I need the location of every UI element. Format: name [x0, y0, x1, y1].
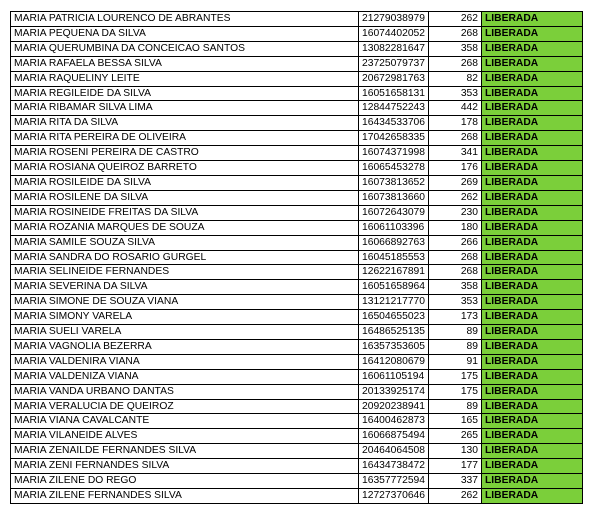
id-number-cell: 20920238941	[359, 399, 429, 414]
status-cell: LIBERADA	[482, 131, 583, 146]
value-cell: 358	[429, 41, 482, 56]
name-cell: MARIA VAGNOLIA BEZERRA	[11, 339, 359, 354]
table-row	[11, 235, 583, 250]
status-cell: LIBERADA	[482, 354, 583, 369]
value-cell: 262	[429, 489, 482, 504]
id-number-cell: 23725079737	[359, 56, 429, 71]
value-cell: 358	[429, 280, 482, 295]
table-row	[11, 265, 583, 280]
name-cell: MARIA SANDRA DO ROSARIO GURGEL	[11, 250, 359, 265]
name-cell: MARIA ROSILEIDE DA SILVA	[11, 175, 359, 190]
id-number-cell: 16051658964	[359, 280, 429, 295]
name-cell: MARIA VALDENIZA VIANA	[11, 369, 359, 384]
status-cell: LIBERADA	[482, 161, 583, 176]
table-row	[11, 250, 583, 265]
table-row	[11, 459, 583, 474]
status-cell: LIBERADA	[482, 265, 583, 280]
value-cell: 265	[429, 429, 482, 444]
value-cell: 230	[429, 205, 482, 220]
table-row	[11, 489, 583, 504]
name-cell: MARIA PEQUENA DA SILVA	[11, 26, 359, 41]
id-number-cell: 16357772594	[359, 474, 429, 489]
status-cell: LIBERADA	[482, 146, 583, 161]
value-cell: 165	[429, 414, 482, 429]
spreadsheet	[10, 11, 583, 504]
value-cell: 89	[429, 325, 482, 340]
table-row	[11, 146, 583, 161]
name-cell: MARIA SIMONE DE SOUZA VIANA	[11, 295, 359, 310]
name-cell: MARIA VERALUCIA DE QUEIROZ	[11, 399, 359, 414]
table-row	[11, 384, 583, 399]
id-number-cell: 20464064508	[359, 444, 429, 459]
value-cell: 82	[429, 71, 482, 86]
table-row	[11, 101, 583, 116]
id-number-cell: 20133925174	[359, 384, 429, 399]
table-row	[11, 26, 583, 41]
table-row	[11, 220, 583, 235]
table-row	[11, 310, 583, 325]
status-cell: LIBERADA	[482, 190, 583, 205]
id-number-cell: 16074402052	[359, 26, 429, 41]
name-cell: MARIA ROSILENE DA SILVA	[11, 190, 359, 205]
value-cell: 353	[429, 86, 482, 101]
name-cell: MARIA ROSIANA QUEIROZ BARRETO	[11, 161, 359, 176]
value-cell: 268	[429, 26, 482, 41]
id-number-cell: 16074371998	[359, 146, 429, 161]
id-number-cell: 16045185553	[359, 250, 429, 265]
status-cell: LIBERADA	[482, 280, 583, 295]
value-cell: 341	[429, 146, 482, 161]
status-cell: LIBERADA	[482, 71, 583, 86]
status-cell: LIBERADA	[482, 414, 583, 429]
name-cell: MARIA RITA PEREIRA DE OLIVEIRA	[11, 131, 359, 146]
value-cell: 176	[429, 161, 482, 176]
table-row	[11, 444, 583, 459]
name-cell: MARIA ZENAILDE FERNANDES SILVA	[11, 444, 359, 459]
table-row	[11, 190, 583, 205]
value-cell: 268	[429, 250, 482, 265]
value-cell: 178	[429, 116, 482, 131]
beneficiary-table	[10, 11, 583, 504]
id-number-cell: 16400462873	[359, 414, 429, 429]
id-number-cell: 16073813652	[359, 175, 429, 190]
id-number-cell: 16066892763	[359, 235, 429, 250]
name-cell: MARIA SEVERINA DA SILVA	[11, 280, 359, 295]
id-number-cell: 12844752243	[359, 101, 429, 116]
table-row	[11, 354, 583, 369]
table-row	[11, 116, 583, 131]
name-cell: MARIA VANDA URBANO DANTAS	[11, 384, 359, 399]
value-cell: 353	[429, 295, 482, 310]
name-cell: MARIA ROZANIA MARQUES DE SOUZA	[11, 220, 359, 235]
table-row	[11, 339, 583, 354]
table-row	[11, 205, 583, 220]
id-number-cell: 12622167891	[359, 265, 429, 280]
id-number-cell: 16486525135	[359, 325, 429, 340]
status-cell: LIBERADA	[482, 235, 583, 250]
status-cell: LIBERADA	[482, 489, 583, 504]
value-cell: 268	[429, 131, 482, 146]
id-number-cell: 16412080679	[359, 354, 429, 369]
table-row	[11, 71, 583, 86]
value-cell: 177	[429, 459, 482, 474]
id-number-cell: 16066875494	[359, 429, 429, 444]
name-cell: MARIA SELINEIDE FERNANDES	[11, 265, 359, 280]
name-cell: MARIA ZILENE DO REGO	[11, 474, 359, 489]
name-cell: MARIA ROSINEIDE FREITAS DA SILVA	[11, 205, 359, 220]
name-cell: MARIA SIMONY VARELA	[11, 310, 359, 325]
status-cell: LIBERADA	[482, 86, 583, 101]
value-cell: 268	[429, 56, 482, 71]
id-number-cell: 16061105194	[359, 369, 429, 384]
status-cell: LIBERADA	[482, 205, 583, 220]
status-cell: LIBERADA	[482, 429, 583, 444]
name-cell: MARIA SAMILE SOUZA SILVA	[11, 235, 359, 250]
name-cell: MARIA PATRICIA LOURENCO DE ABRANTES	[11, 12, 359, 27]
value-cell: 337	[429, 474, 482, 489]
id-number-cell: 16072643079	[359, 205, 429, 220]
id-number-cell: 17042658335	[359, 131, 429, 146]
value-cell: 130	[429, 444, 482, 459]
table-row	[11, 131, 583, 146]
status-cell: LIBERADA	[482, 41, 583, 56]
id-number-cell: 13121217770	[359, 295, 429, 310]
id-number-cell: 16073813660	[359, 190, 429, 205]
value-cell: 89	[429, 339, 482, 354]
table-row	[11, 325, 583, 340]
table-row	[11, 12, 583, 27]
name-cell: MARIA VILANEIDE ALVES	[11, 429, 359, 444]
table-body	[11, 12, 583, 504]
id-number-cell: 13082281647	[359, 41, 429, 56]
id-number-cell: 12727370646	[359, 489, 429, 504]
id-number-cell: 16434738472	[359, 459, 429, 474]
name-cell: MARIA ZENI FERNANDES SILVA	[11, 459, 359, 474]
status-cell: LIBERADA	[482, 384, 583, 399]
value-cell: 173	[429, 310, 482, 325]
table-row	[11, 56, 583, 71]
name-cell: MARIA VIANA CAVALCANTE	[11, 414, 359, 429]
id-number-cell: 16357353605	[359, 339, 429, 354]
status-cell: LIBERADA	[482, 310, 583, 325]
table-row	[11, 369, 583, 384]
name-cell: MARIA REGILEIDE DA SILVA	[11, 86, 359, 101]
name-cell: MARIA VALDENIRA VIANA	[11, 354, 359, 369]
name-cell: MARIA RAFAELA BESSA SILVA	[11, 56, 359, 71]
value-cell: 262	[429, 190, 482, 205]
value-cell: 91	[429, 354, 482, 369]
status-cell: LIBERADA	[482, 325, 583, 340]
name-cell: MARIA ZILENE FERNANDES SILVA	[11, 489, 359, 504]
table-row	[11, 399, 583, 414]
status-cell: LIBERADA	[482, 474, 583, 489]
name-cell: MARIA RITA DA SILVA	[11, 116, 359, 131]
status-cell: LIBERADA	[482, 26, 583, 41]
table-row	[11, 295, 583, 310]
status-cell: LIBERADA	[482, 116, 583, 131]
status-cell: LIBERADA	[482, 459, 583, 474]
status-cell: LIBERADA	[482, 101, 583, 116]
value-cell: 269	[429, 175, 482, 190]
table-row	[11, 86, 583, 101]
value-cell: 175	[429, 384, 482, 399]
name-cell: MARIA RIBAMAR SILVA LIMA	[11, 101, 359, 116]
table-row	[11, 280, 583, 295]
status-cell: LIBERADA	[482, 295, 583, 310]
status-cell: LIBERADA	[482, 220, 583, 235]
value-cell: 262	[429, 12, 482, 27]
table-row	[11, 41, 583, 56]
table-row	[11, 474, 583, 489]
status-cell: LIBERADA	[482, 369, 583, 384]
status-cell: LIBERADA	[482, 56, 583, 71]
status-cell: LIBERADA	[482, 339, 583, 354]
value-cell: 266	[429, 235, 482, 250]
name-cell: MARIA RAQUELINY LEITE	[11, 71, 359, 86]
id-number-cell: 21279038979	[359, 12, 429, 27]
table-row	[11, 175, 583, 190]
id-number-cell: 20672981763	[359, 71, 429, 86]
name-cell: MARIA SUELI VARELA	[11, 325, 359, 340]
status-cell: LIBERADA	[482, 175, 583, 190]
id-number-cell: 16051658131	[359, 86, 429, 101]
id-number-cell: 16434533706	[359, 116, 429, 131]
status-cell: LIBERADA	[482, 399, 583, 414]
status-cell: LIBERADA	[482, 444, 583, 459]
name-cell: MARIA ROSENI PEREIRA DE CASTRO	[11, 146, 359, 161]
value-cell: 268	[429, 265, 482, 280]
value-cell: 89	[429, 399, 482, 414]
id-number-cell: 16504655023	[359, 310, 429, 325]
status-cell: LIBERADA	[482, 250, 583, 265]
table-row	[11, 161, 583, 176]
id-number-cell: 16065453278	[359, 161, 429, 176]
value-cell: 442	[429, 101, 482, 116]
status-cell: LIBERADA	[482, 12, 583, 27]
value-cell: 175	[429, 369, 482, 384]
name-cell: MARIA QUERUMBINA DA CONCEICAO SANTOS	[11, 41, 359, 56]
table-row	[11, 429, 583, 444]
table-row	[11, 414, 583, 429]
value-cell: 180	[429, 220, 482, 235]
id-number-cell: 16061103396	[359, 220, 429, 235]
